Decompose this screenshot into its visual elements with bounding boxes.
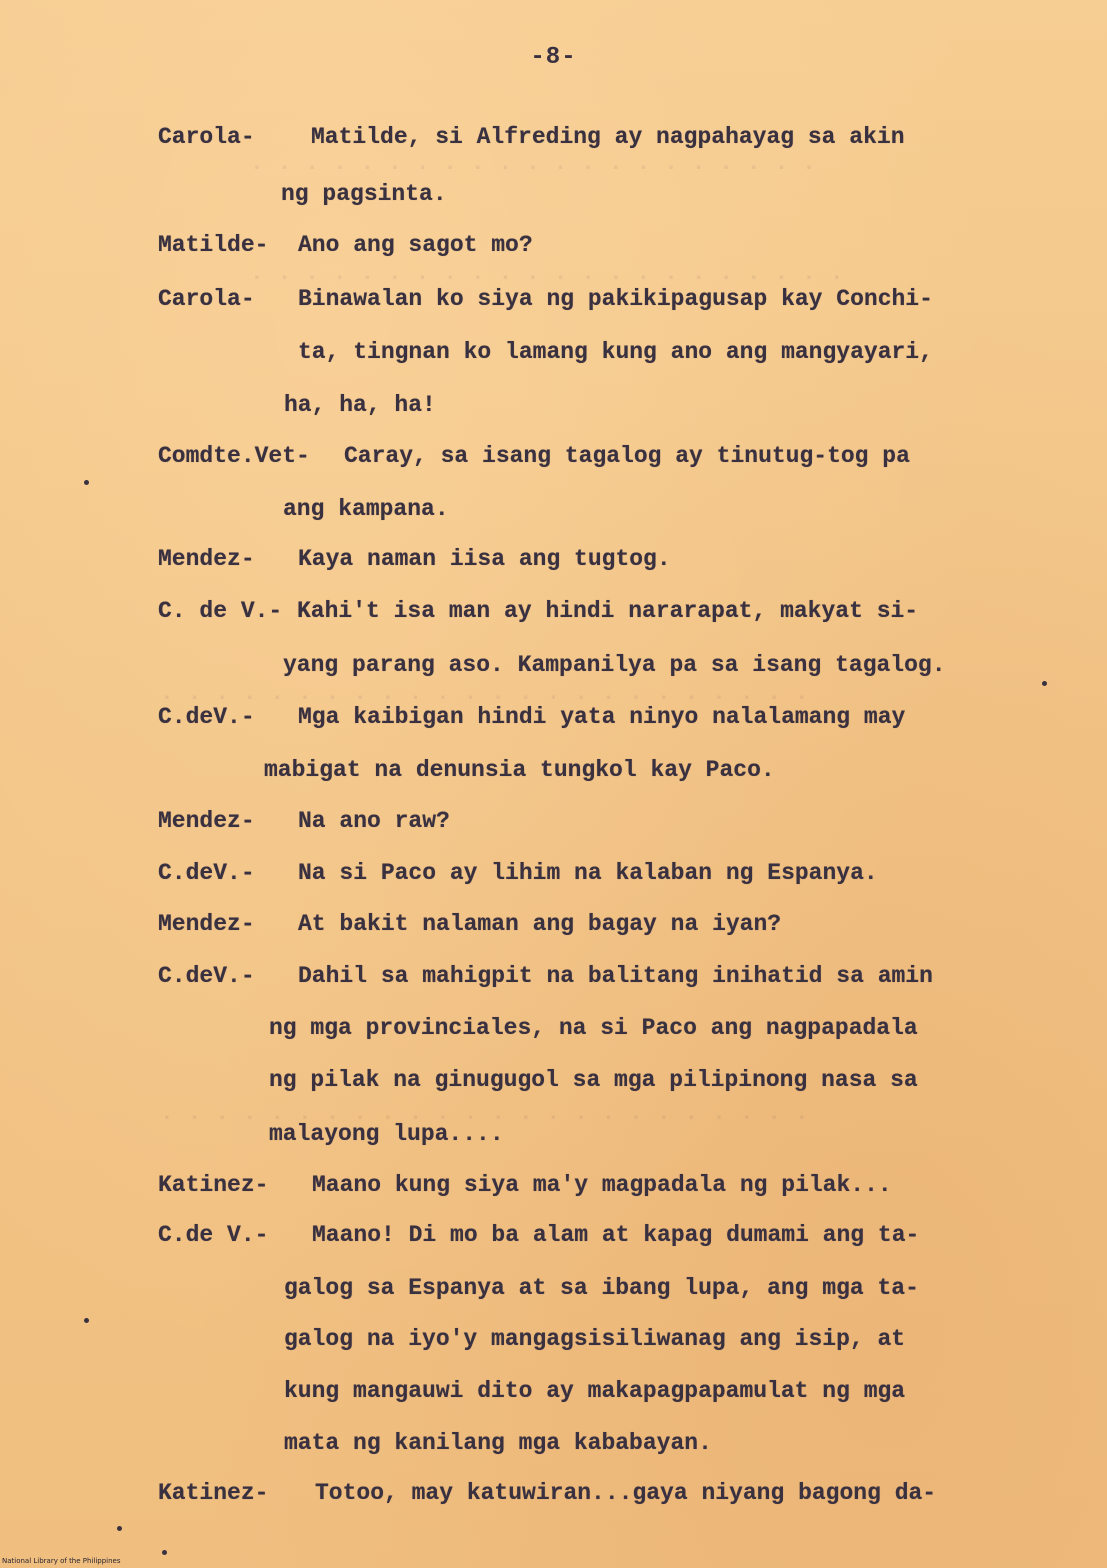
- speaker-label: Katinez-: [158, 1480, 269, 1506]
- dialogue-text: Totoo, may katuwiran...gaya niyang bagong da-: [315, 1480, 937, 1506]
- ink-speck: [84, 480, 89, 485]
- dialogue-text: Matilde, si Alfreding ay nagpahayag sa akin: [311, 124, 905, 150]
- speaker-label: Carola-: [158, 124, 255, 150]
- dialogue-text: At bakit nalaman ang bagay na iyan?: [298, 911, 782, 937]
- dialogue-text: Ano ang sagot mo?: [298, 232, 533, 258]
- dialogue-text: Maano! Di mo ba alam at kapag dumami ang ta-: [312, 1222, 920, 1248]
- dialogue-text: ta, tingnan ko lamang kung ano ang mangyayari,: [298, 339, 933, 365]
- dialogue-text: Na ano raw?: [298, 808, 450, 834]
- archive-footer: National Library of the Philippines: [2, 1557, 121, 1565]
- page-number: -8-: [530, 44, 577, 71]
- speaker-label: Carola-: [158, 286, 255, 312]
- dialogue-text: Binawalan ko siya ng pakikipagusap kay Conchi-: [298, 286, 933, 312]
- speaker-label: C.deV.-: [158, 860, 255, 886]
- speaker-label: Katinez-: [158, 1172, 269, 1198]
- dialogue-text: ng pagsinta.: [281, 181, 447, 207]
- dialogue-text: Caray, sa isang tagalog ay tinutug-tog pa: [344, 443, 910, 469]
- speaker-label: Mendez-: [158, 808, 255, 834]
- dialogue-text: yang parang aso. Kampanilya pa sa isang tagalog.: [283, 652, 946, 678]
- ink-speck: [117, 1526, 122, 1531]
- bleed-through-text: . . . . . . . . . . . . . . . . . . . . . . . .: [160, 1100, 809, 1126]
- ink-speck: [1042, 681, 1047, 686]
- dialogue-text: malayong lupa....: [269, 1121, 504, 1147]
- speaker-label: C.de V.-: [158, 1222, 269, 1248]
- ink-speck: [84, 1318, 89, 1323]
- dialogue-text: galog na iyo'y mangagsisiliwanag ang isip, at: [284, 1326, 906, 1352]
- bleed-through-text: . . . . . . . . . . . . . . . . . . . . . . . .: [160, 680, 809, 706]
- ink-speck: [162, 1550, 167, 1555]
- speaker-label: C.deV.-: [158, 704, 255, 730]
- dialogue-text: galog sa Espanya at sa ibang lupa, ang mga ta-: [284, 1275, 919, 1301]
- dialogue-text: Dahil sa mahigpit na balitang inihatid sa amin: [298, 963, 933, 989]
- dialogue-text: Kahi't isa man ay hindi nararapat, makyat si-: [297, 598, 919, 624]
- speaker-label: Mendez-: [158, 546, 255, 572]
- speaker-label: Mendez-: [158, 911, 255, 937]
- dialogue-text: Kaya naman iisa ang tugtog.: [298, 546, 671, 572]
- speaker-label: C.deV.-: [158, 963, 255, 989]
- speaker-label: Comdte.Vet-: [158, 443, 310, 469]
- speaker-label: Matilde-: [158, 232, 269, 258]
- bleed-through-text: . . . . . . . . . . . . . . . . . . . . .: [250, 150, 816, 176]
- dialogue-text: Mga kaibigan hindi yata ninyo nalalamang may: [298, 704, 906, 730]
- dialogue-text: Maano kung siya ma'y magpadala ng pilak...: [312, 1172, 892, 1198]
- dialogue-text: mabigat na denunsia tungkol kay Paco.: [264, 757, 775, 783]
- speaker-label: C. de V.-: [158, 598, 283, 624]
- dialogue-text: kung mangauwi dito ay makapagpapamulat ng mga: [284, 1378, 906, 1404]
- dialogue-text: ang kampana.: [283, 496, 449, 522]
- dialogue-text: Na si Paco ay lihim na kalaban ng Espanya.: [298, 860, 878, 886]
- dialogue-text: mata ng kanilang mga kababayan.: [284, 1430, 712, 1456]
- bleed-through-text: . . . . . . . . . . . . . . . . . . . . . .: [250, 260, 844, 286]
- dialogue-text: ha, ha, ha!: [284, 392, 436, 418]
- dialogue-text: ng pilak na ginugugol sa mga pilipinong nasa sa: [269, 1067, 918, 1093]
- dialogue-text: ng mga provinciales, na si Paco ang nagpapadala: [269, 1015, 918, 1041]
